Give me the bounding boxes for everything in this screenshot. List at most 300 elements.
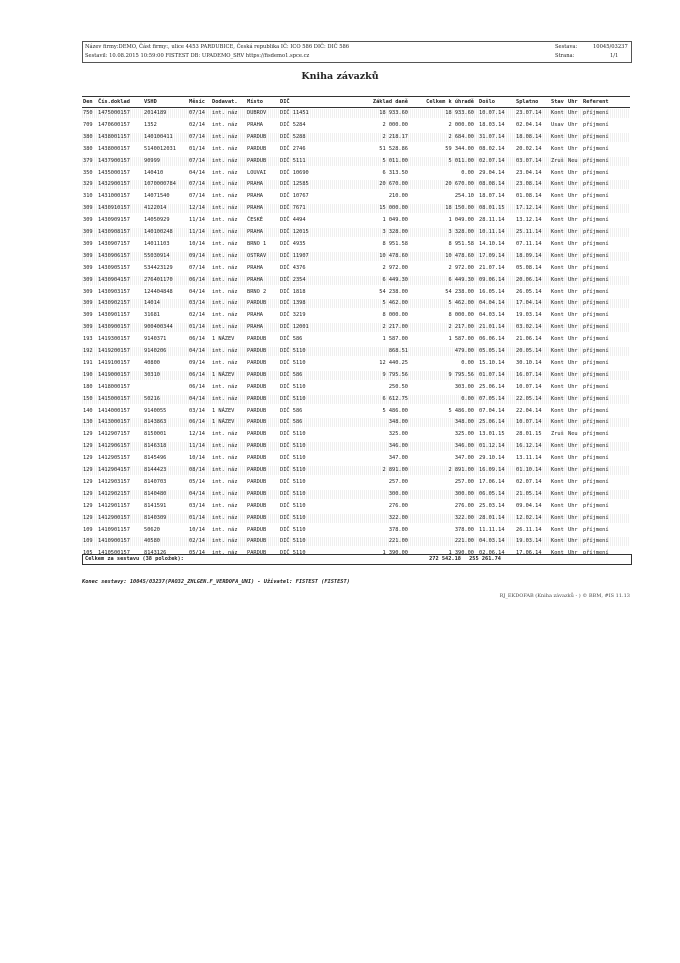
table-cell: 1410901157 <box>98 526 130 533</box>
table-cell: DIČ 586 <box>280 419 303 426</box>
table-cell: PARDUB <box>247 502 267 509</box>
table-cell: 25.06.14 <box>479 419 505 426</box>
table-cell: Uhr <box>568 300 578 307</box>
strana-value: 1/1 <box>610 53 619 59</box>
table-cell: 300.00 <box>388 490 408 497</box>
table-cell: int. náz <box>212 478 238 485</box>
table-cell: PARDUB <box>247 395 267 402</box>
table-cell: 54 238.00 <box>379 288 408 295</box>
table-cell: PARDUB <box>247 336 267 343</box>
table-cell: 28.11.14 <box>479 217 505 224</box>
table-row <box>82 526 630 535</box>
table-cell: 140100248 <box>144 229 173 235</box>
table-cell: 150 <box>83 395 93 402</box>
table-cell: 309 <box>83 240 93 247</box>
table-row <box>82 192 630 201</box>
table-cell: 07/14 <box>189 133 205 140</box>
table-cell: int. náz <box>212 229 238 235</box>
table-cell: 10.07.14 <box>516 419 542 426</box>
table-cell: Kont <box>551 145 564 152</box>
table-cell: 13.01.15 <box>479 431 505 438</box>
table-cell: příjmení <box>583 383 609 390</box>
table-cell: příjmení <box>583 443 609 450</box>
print-info: RJ_EKDOFAB (Kniha závazků - ) © BBM, #IS 11.13 <box>499 593 630 599</box>
column-header: Základ daně <box>372 99 408 105</box>
table-cell: příjmení <box>583 359 609 366</box>
table-cell: 02.04.14 <box>516 121 542 128</box>
table-cell: 90999 <box>144 157 160 164</box>
table-cell: PARDUB <box>247 371 267 378</box>
table-cell: DIČ 5288 <box>280 133 306 140</box>
table-cell: PRAHA <box>247 181 263 188</box>
table-cell: 129 <box>83 502 93 509</box>
table-cell: Zruš <box>551 431 564 438</box>
table-cell: 1435000157 <box>98 169 130 176</box>
table-cell: Kont <box>551 514 564 521</box>
table-cell: 17.04.14 <box>516 300 542 307</box>
table-cell: 18.08.14 <box>516 133 542 140</box>
table-row <box>82 537 630 546</box>
table-cell: int. náz <box>212 169 238 176</box>
table-cell: 309 <box>83 205 93 212</box>
column-header: Místo <box>247 99 263 105</box>
table-cell: 347.00 <box>388 455 408 462</box>
table-cell: 09/14 <box>189 359 205 366</box>
table-cell: 9140371 <box>144 336 167 343</box>
table-cell: 14071540 <box>144 193 170 200</box>
table-cell: 17.12.14 <box>516 205 542 212</box>
table-cell: DIČ 586 <box>280 336 303 343</box>
table-cell: 1070000784 <box>144 181 176 188</box>
table-cell: DIČ 10767 <box>280 193 309 200</box>
report-title: Kniha závazků <box>301 71 379 82</box>
sestava-label: Sestava: <box>555 44 578 50</box>
table-cell: DIČ 586 <box>280 371 303 378</box>
table-cell: příjmení <box>583 205 609 212</box>
table-cell: PRAHA <box>247 276 263 283</box>
table-cell: 105 <box>83 550 93 557</box>
table-cell: DIČ 4494 <box>280 217 306 224</box>
table-cell: 25.11.14 <box>516 229 542 235</box>
table-cell: 1430908157 <box>98 229 130 235</box>
table-cell: int. náz <box>212 455 238 462</box>
table-cell: 40800 <box>144 359 160 366</box>
table-cell: Neu <box>568 431 578 438</box>
table-cell: 04/14 <box>189 288 205 295</box>
table-cell: 2 972.00 <box>382 264 408 271</box>
table-cell: 17.09.14 <box>479 252 505 259</box>
table-cell: 10.11.14 <box>479 229 505 235</box>
table-cell: 5140012031 <box>144 145 176 152</box>
table-cell: int. náz <box>212 300 238 307</box>
table-cell: OSTRAV <box>247 252 267 259</box>
table-cell: příjmení <box>583 467 609 473</box>
table-cell: příjmení <box>583 276 609 283</box>
table-cell: int. náz <box>212 550 238 557</box>
table-cell: 13.11.14 <box>516 455 542 462</box>
table-cell: Uhr <box>568 359 578 366</box>
table-cell: DUBROV <box>247 110 267 116</box>
table-cell: int. náz <box>212 193 238 200</box>
table-cell: Kont <box>551 264 564 271</box>
table-cell: 10.07.14 <box>479 110 505 116</box>
table-cell: DIČ 5284 <box>280 121 306 128</box>
table-cell: příjmení <box>583 336 609 343</box>
table-cell: DIČ 1818 <box>280 288 306 295</box>
table-cell: 04.04.14 <box>479 300 505 307</box>
table-cell: 06/14 <box>189 276 205 283</box>
table-cell: 303.00 <box>454 383 474 390</box>
table-cell: 8143126 <box>144 550 167 557</box>
table-cell: 140 <box>83 407 93 414</box>
table-cell: int. náz <box>212 443 238 450</box>
table-cell: 4122014 <box>144 205 167 212</box>
table-cell: Uhr <box>568 121 578 128</box>
table-cell: Uhr <box>568 276 578 283</box>
table-cell: 18.09.14 <box>516 252 542 259</box>
table-cell: příjmení <box>583 229 609 235</box>
table-row <box>82 121 630 130</box>
table-cell: příjmení <box>583 538 609 545</box>
table-cell: PARDUB <box>247 514 267 521</box>
table-cell: 12/14 <box>189 205 205 212</box>
table-cell: 14050929 <box>144 217 170 224</box>
total-label: Celkem za sestavu (38 položek): <box>85 556 184 562</box>
table-cell: 15 000.00 <box>379 205 408 212</box>
table-cell: 1419100157 <box>98 359 130 366</box>
table-cell: int. náz <box>212 264 238 271</box>
table-cell: PRAHA <box>247 229 263 235</box>
table-cell: 8140309 <box>144 514 167 521</box>
table-cell: 31681 <box>144 312 160 319</box>
table-row <box>82 299 630 308</box>
table-cell: PRAHA <box>247 312 263 319</box>
table-cell: DIČ 2746 <box>280 145 306 152</box>
table-cell: 346.00 <box>388 443 408 450</box>
table-cell: 190 <box>83 371 93 378</box>
table-cell: Uhr <box>568 526 578 533</box>
table-cell: 1430901157 <box>98 312 130 319</box>
table-cell: 1410900157 <box>98 538 130 545</box>
table-cell: 55030914 <box>144 252 170 259</box>
table-row <box>82 180 630 189</box>
table-cell: příjmení <box>583 324 609 331</box>
table-cell: 378.00 <box>388 526 408 533</box>
table-cell: 709 <box>83 121 93 128</box>
table-row <box>82 383 630 392</box>
table-row <box>82 323 630 332</box>
table-cell: 140410 <box>144 169 164 176</box>
table-cell: 20 670.00 <box>445 181 474 188</box>
table-cell: 06/14 <box>189 371 205 378</box>
table-cell: 26.05.14 <box>516 288 542 295</box>
table-row <box>82 478 630 487</box>
table-cell: 20.05.14 <box>516 348 542 354</box>
table-cell: příjmení <box>583 407 609 414</box>
table-row <box>82 395 630 404</box>
table-cell: 1430903157 <box>98 288 130 295</box>
table-cell: 1412906157 <box>98 443 130 450</box>
table-cell: 1412905157 <box>98 455 130 462</box>
table-cell: DIČ 4935 <box>280 240 306 247</box>
table-cell: 1438001157 <box>98 133 130 140</box>
table-cell: 221.00 <box>388 538 408 545</box>
table-cell: 1430906157 <box>98 252 130 259</box>
table-cell: 1438000157 <box>98 145 130 152</box>
table-cell: Kont <box>551 371 564 378</box>
total-sum: 255 261.74 <box>469 556 501 562</box>
table-cell: 129 <box>83 443 93 450</box>
table-cell: 59 344.00 <box>445 145 474 152</box>
table-cell: 1419300157 <box>98 336 130 343</box>
table-row <box>82 407 630 416</box>
table-cell: int. náz <box>212 514 238 521</box>
table-cell: int. náz <box>212 348 238 354</box>
table-cell: 14.10.14 <box>479 240 505 247</box>
table-cell: 51 528.86 <box>379 145 408 152</box>
table-cell: 1410500157 <box>98 550 130 557</box>
table-cell: Uhr <box>568 169 578 176</box>
report-end: Konec sestavy: 10045/03237(PAO32_ZHLGEN.F_VERDOFA_UNI) - Uživatel: FISTEST (FISTEST) <box>82 579 350 585</box>
table-cell: DIČ 5110 <box>280 348 306 354</box>
table-cell: 534423129 <box>144 264 173 271</box>
table-cell: Kont <box>551 359 564 366</box>
table-cell: Kont <box>551 217 564 224</box>
table-cell: int. náz <box>212 133 238 140</box>
table-cell: DIČ 2354 <box>280 276 306 283</box>
table-cell: Uhr <box>568 181 578 188</box>
table-row <box>82 442 630 451</box>
table-cell: 6 612.75 <box>382 395 408 402</box>
table-cell: 1430904157 <box>98 276 130 283</box>
table-cell: Uhr <box>568 395 578 402</box>
table-row <box>82 514 630 523</box>
table-cell: PARDUB <box>247 348 267 354</box>
table-cell: 2 684.00 <box>448 133 474 140</box>
table-cell: 09.04.14 <box>516 502 542 509</box>
table-cell: PRAHA <box>247 193 263 200</box>
table-cell: 868.51 <box>388 348 408 354</box>
table-cell: příjmení <box>583 288 609 295</box>
table-cell: 124404848 <box>144 288 173 295</box>
table-cell: 13.12.14 <box>516 217 542 224</box>
table-cell: 40580 <box>144 538 160 545</box>
table-cell: 322.00 <box>454 514 474 521</box>
table-cell: PARDUB <box>247 455 267 462</box>
table-cell: 10/14 <box>189 455 205 462</box>
table-cell: 25.03.14 <box>479 502 505 509</box>
table-cell: 347.00 <box>454 455 474 462</box>
table-cell: 3 328.00 <box>448 229 474 235</box>
table-cell: 276.00 <box>388 502 408 509</box>
table-cell: 309 <box>83 276 93 283</box>
table-cell: 09.06.14 <box>479 276 505 283</box>
table-cell: 129 <box>83 514 93 521</box>
table-cell: Uhr <box>568 407 578 414</box>
total-base: 272 542.18 <box>429 556 461 562</box>
table-cell: 2 000.00 <box>448 121 474 128</box>
table-row <box>82 371 630 380</box>
table-cell: 20.02.14 <box>516 145 542 152</box>
table-row <box>82 502 630 511</box>
table-cell: 1412900157 <box>98 514 130 521</box>
table-cell: PRAHA <box>247 205 263 212</box>
table-cell: BRNO 2 <box>247 288 267 295</box>
table-cell: 01/14 <box>189 514 205 521</box>
table-cell: DIČ 5110 <box>280 443 306 450</box>
table-cell: 16.12.14 <box>516 443 542 450</box>
table-cell: 254.10 <box>454 193 474 200</box>
table-cell: 5 486.00 <box>382 407 408 414</box>
table-cell: int. náz <box>212 288 238 295</box>
table-cell: int. náz <box>212 395 238 402</box>
table-cell: 5 486.00 <box>448 407 474 414</box>
table-cell: PARDUB <box>247 407 267 414</box>
table-cell: 1 390.00 <box>448 550 474 557</box>
table-cell: 19.03.14 <box>516 538 542 545</box>
table-cell: 21.06.14 <box>516 336 542 343</box>
column-header: Referent <box>583 99 609 105</box>
table-cell: příjmení <box>583 455 609 462</box>
table-cell: 1415000157 <box>98 395 130 402</box>
table-cell: 07/14 <box>189 181 205 188</box>
table-cell: příjmení <box>583 217 609 224</box>
table-cell: int. náz <box>212 157 238 164</box>
table-cell: 129 <box>83 455 93 462</box>
table-cell: Uhr <box>568 443 578 450</box>
table-cell: 6 449.30 <box>382 276 408 283</box>
table-cell: 1470600157 <box>98 121 130 128</box>
table-cell: int. náz <box>212 217 238 224</box>
table-cell: 348.00 <box>454 419 474 426</box>
table-row <box>82 454 630 463</box>
table-cell: 14011103 <box>144 240 170 247</box>
table-cell: 07.05.14 <box>479 395 505 402</box>
table-cell: 276401170 <box>144 276 173 283</box>
table-cell: 1412902157 <box>98 490 130 497</box>
table-cell: příjmení <box>583 312 609 319</box>
table-cell: příjmení <box>583 431 609 438</box>
table-cell: Kont <box>551 288 564 295</box>
table-cell: 379 <box>83 157 93 164</box>
table-cell: int. náz <box>212 467 238 473</box>
table-cell: 2 218.17 <box>382 133 408 140</box>
table-cell: Uhr <box>568 490 578 497</box>
table-cell: Uhr <box>568 550 578 557</box>
table-cell: 07/14 <box>189 110 205 116</box>
table-cell: 02.07.14 <box>516 478 542 485</box>
table-cell: 08.08.14 <box>479 181 505 188</box>
table-cell: Uhr <box>568 312 578 319</box>
table-cell: 17.06.14 <box>479 478 505 485</box>
table-row <box>82 264 630 273</box>
table-cell: 1437900157 <box>98 157 130 164</box>
table-cell: 31.07.14 <box>479 133 505 140</box>
table-cell: 8 951.58 <box>382 240 408 247</box>
table-cell: 1430909157 <box>98 217 130 224</box>
table-row <box>82 490 630 499</box>
strana-label: Strana: <box>555 53 575 59</box>
table-cell: 12/14 <box>189 431 205 438</box>
table-cell: 1419200157 <box>98 348 130 354</box>
table-cell: PARDUB <box>247 145 267 152</box>
table-cell: 109 <box>83 538 93 545</box>
table-cell: Kont <box>551 229 564 235</box>
table-cell: Uhr <box>568 217 578 224</box>
table-cell: PARDUB <box>247 550 267 557</box>
table-cell: 2 217.00 <box>382 324 408 331</box>
table-cell: 11.11.14 <box>479 526 505 533</box>
table-cell: 221.00 <box>454 538 474 545</box>
table-cell: 03/14 <box>189 300 205 307</box>
table-cell: 8150001 <box>144 431 167 438</box>
table-cell: 8145496 <box>144 455 167 462</box>
table-cell: příjmení <box>583 419 609 426</box>
table-cell: Uhr <box>568 455 578 462</box>
table-cell: příjmení <box>583 490 609 497</box>
table-cell: 5 462.00 <box>382 300 408 307</box>
table-cell: 09/14 <box>189 252 205 259</box>
table-cell: 05.05.14 <box>479 348 505 354</box>
table-cell: 140100411 <box>144 133 173 140</box>
table-cell: 1 390.00 <box>382 550 408 557</box>
table-cell: 276.00 <box>454 502 474 509</box>
table-cell: PARDUB <box>247 478 267 485</box>
table-cell: 1352 <box>144 121 157 128</box>
table-cell: DIČ 5110 <box>280 359 306 366</box>
table-cell: příjmení <box>583 181 609 188</box>
table-cell: 11/14 <box>189 217 205 224</box>
table-cell: 04/14 <box>189 348 205 354</box>
table-cell: 309 <box>83 264 93 271</box>
table-cell: 30310 <box>144 371 160 378</box>
table-cell: int. náz <box>212 526 238 533</box>
table-cell: 15.10.14 <box>479 359 505 366</box>
table-cell: int. náz <box>212 121 238 128</box>
table-cell: Neu <box>568 157 578 164</box>
table-cell: 309 <box>83 252 93 259</box>
table-cell: 08/14 <box>189 467 205 473</box>
table-cell: 29.10.14 <box>479 455 505 462</box>
table-header <box>82 96 630 108</box>
table-cell: Uhr <box>568 145 578 152</box>
table-cell: 300.00 <box>454 490 474 497</box>
table-cell: 192 <box>83 348 93 354</box>
table-cell: příjmení <box>583 478 609 485</box>
table-cell: Uhr <box>568 383 578 390</box>
column-header: Měsíc <box>189 99 205 105</box>
table-cell: příjmení <box>583 514 609 521</box>
report-header <box>82 41 632 63</box>
table-cell: Kont <box>551 467 564 473</box>
table-cell: 18.03.14 <box>479 121 505 128</box>
table-cell: 325.00 <box>388 431 408 438</box>
table-cell: DIČ 7671 <box>280 205 306 212</box>
table-cell: Uhr <box>568 110 578 116</box>
table-cell: 20.06.14 <box>516 276 542 283</box>
table-cell: Kont <box>551 502 564 509</box>
table-cell: int. náz <box>212 276 238 283</box>
table-row <box>82 347 630 356</box>
table-cell: 325.00 <box>454 431 474 438</box>
table-cell: 04/14 <box>189 395 205 402</box>
table-cell: Kont <box>551 348 564 354</box>
sestava-value: 10045/03237 <box>593 44 628 50</box>
table-cell: 05.08.14 <box>516 264 542 271</box>
table-row <box>82 276 630 285</box>
table-cell: Kont <box>551 336 564 343</box>
table-cell: 1 049.00 <box>448 217 474 224</box>
